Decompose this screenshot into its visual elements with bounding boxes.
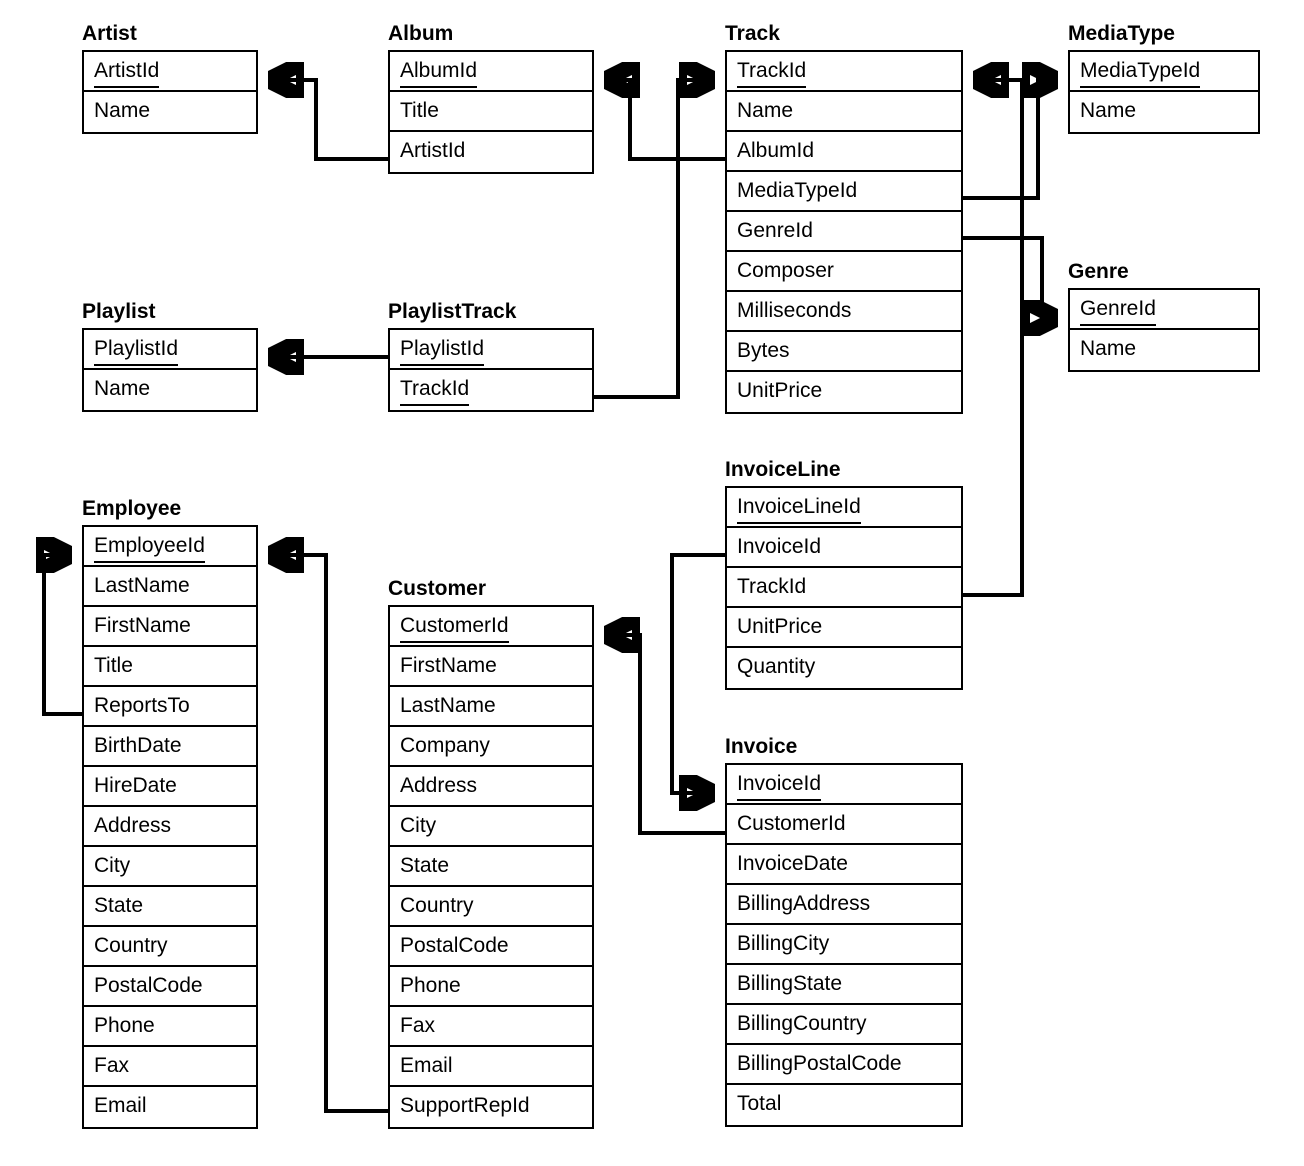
entity-fields [388,50,594,174]
field-row: EmployeeId [84,527,256,567]
link-invoice-customer [608,635,725,833]
entity-fields [1068,50,1260,134]
field-row: BillingPostalCode [727,1045,961,1085]
field-row: CustomerId [390,607,592,647]
field-row: Composer [727,252,961,292]
field-row: Fax [390,1007,592,1047]
field-row: Phone [390,967,592,1007]
field-row: BillingCity [727,925,961,965]
entity-title: InvoiceLine [725,458,841,481]
entity-title: Artist [82,22,137,45]
entity-fields [388,328,594,412]
entity-title: Invoice [725,735,798,758]
field-row: State [84,887,256,927]
field-row: BillingState [727,965,961,1005]
field-row: Title [390,92,592,132]
field-row: LastName [84,567,256,607]
entity-title: Customer [388,577,487,600]
entity-title: Genre [1068,260,1129,283]
field-row: Address [84,807,256,847]
field-row: PostalCode [84,967,256,1007]
field-row: ReportsTo [84,687,256,727]
link-track-album [608,80,725,159]
field-row: State [390,847,592,887]
field-row: City [390,807,592,847]
entity-genre[interactable] [1068,260,1260,372]
entity-title: Employee [82,497,182,520]
entity-fields [725,763,963,1127]
field-row: Name [1070,330,1258,370]
link-track-mediatype [963,80,1054,198]
field-row: Country [84,927,256,967]
field-row: LastName [390,687,592,727]
field-row: ArtistId [390,132,592,172]
field-row: UnitPrice [727,608,961,648]
field-row: BillingCountry [727,1005,961,1045]
entity-employee[interactable] [82,497,258,1129]
field-row: FirstName [84,607,256,647]
entity-fields [725,486,963,690]
field-row: Bytes [727,332,961,372]
field-row: Email [390,1047,592,1087]
field-row: City [84,847,256,887]
link-employee-employee [44,555,82,714]
field-row: PostalCode [390,927,592,967]
field-row: InvoiceId [727,765,961,805]
link-customer-employee [272,555,388,1111]
entity-fields [1068,288,1260,372]
field-row: Quantity [727,648,961,688]
field-row: TrackId [727,52,961,92]
field-row: Company [390,727,592,767]
field-row: ArtistId [84,52,256,92]
field-row: Name [84,370,256,410]
entity-fields [82,328,258,412]
link-invoiceline-invoice [672,555,725,793]
field-row: HireDate [84,767,256,807]
entity-title: Album [388,22,454,45]
field-row: AlbumId [390,52,592,92]
field-row: PlaylistId [390,330,592,370]
link-playlisttrack-track [594,80,711,397]
field-row: TrackId [727,568,961,608]
entity-album[interactable] [388,22,594,174]
field-row: GenreId [1070,290,1258,330]
field-row: TrackId [390,370,592,410]
field-row: Title [84,647,256,687]
field-row: BirthDate [84,727,256,767]
entity-fields [388,605,594,1129]
field-row: Total [727,1085,961,1125]
field-row: Email [84,1087,256,1127]
field-row: GenreId [727,212,961,252]
field-row: Fax [84,1047,256,1087]
entity-title: Track [725,22,780,45]
field-row: Name [727,92,961,132]
entity-title: Playlist [82,300,156,323]
field-row: MediaTypeId [1070,52,1258,92]
field-row: Address [390,767,592,807]
field-row: InvoiceId [727,528,961,568]
entity-track[interactable] [725,22,963,414]
field-row: AlbumId [727,132,961,172]
entity-customer[interactable] [388,577,594,1129]
entity-invoice[interactable] [725,735,963,1127]
entity-fields [82,525,258,1129]
entity-invoiceline[interactable] [725,458,963,690]
entity-fields [82,50,258,134]
field-row: BillingAddress [727,885,961,925]
field-row: MediaTypeId [727,172,961,212]
entity-title: PlaylistTrack [388,300,517,323]
link-invoiceline-track [963,80,1022,595]
field-row: SupportRepId [390,1087,592,1127]
entity-title: MediaType [1068,22,1175,45]
link-album-artist [272,80,388,159]
field-row: Name [1070,92,1258,132]
entity-artist[interactable] [82,22,258,134]
field-row: InvoiceLineId [727,488,961,528]
field-row: Country [390,887,592,927]
field-row: CustomerId [727,805,961,845]
entity-playlisttrack[interactable] [388,300,594,412]
field-row: UnitPrice [727,372,961,412]
field-row: PlaylistId [84,330,256,370]
field-row: InvoiceDate [727,845,961,885]
field-row: Name [84,92,256,132]
link-track-genre [963,238,1054,318]
field-row: FirstName [390,647,592,687]
entity-mediatype[interactable] [1068,22,1260,134]
entity-playlist[interactable] [82,300,258,412]
field-row: Milliseconds [727,292,961,332]
field-row: Phone [84,1007,256,1047]
entity-fields [725,50,963,414]
